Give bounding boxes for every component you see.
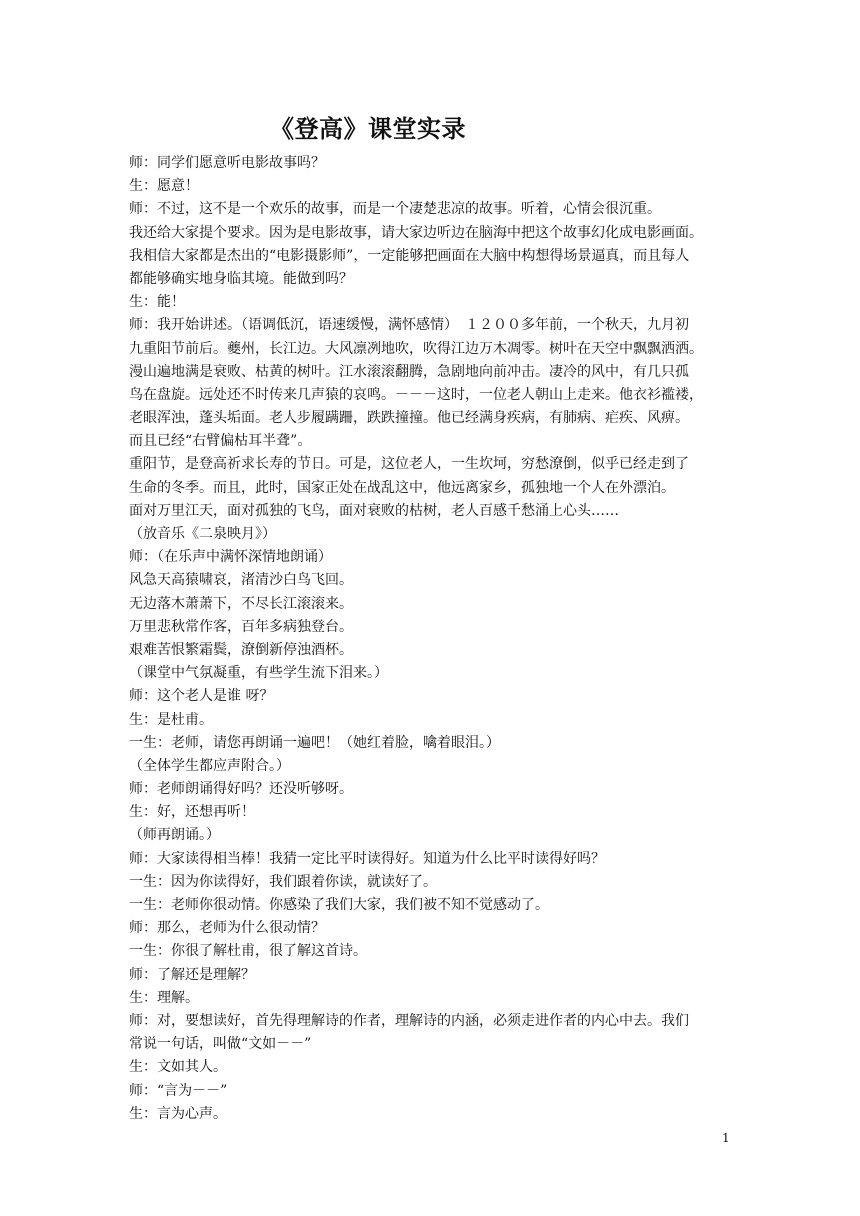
text-line: 师：“言为－－”	[129, 1082, 228, 1099]
text-line: 师：（在乐声中满怀深情地朗诵）	[129, 549, 332, 566]
text-line: 生：愿意！	[129, 178, 199, 195]
text-line: 师：对，要想读好，首先得理解诗的作者，理解诗的内涵，必须走进作者的内心中去。我们	[129, 1012, 689, 1029]
text-line: 一生：老师，请您再朗诵一遍吧！（她红着脸，噙着眼泪。）	[129, 734, 500, 751]
text-line: 生：理解。	[129, 989, 199, 1006]
document-body	[129, 152, 733, 1126]
text-line: 生：是杜甫。	[129, 711, 213, 728]
text-line: 生：言为心声。	[129, 1105, 227, 1122]
text-line: 一生：你很了解杜甫，很了解这首诗。	[129, 943, 367, 960]
text-line: 面对万里江天，面对孤独的飞鸟，面对衰败的枯树，老人百感千愁涌上心头……	[129, 502, 619, 519]
text-line: 无边落木萧萧下，不尽长江滚滚来。	[129, 595, 353, 612]
text-line: （放音乐《二泉映月》）	[129, 526, 276, 542]
document-title: 《登高》课堂实录	[270, 114, 466, 143]
text-line: 都能够确实地身临其境。能做到吗？	[129, 270, 353, 287]
text-line: 生命的冬季。而且，此时，国家正处在战乱这中，他远离家乡，孤独地一个人在外漂泊。	[129, 479, 675, 496]
text-line: 师：老师朗诵得好吗？还没听够呀。	[129, 781, 353, 798]
text-line: 一生：老师你很动情。你感染了我们大家，我们被不知不觉感动了。	[129, 897, 549, 913]
text-line: 而且已经“右臂偏枯耳半聋”。	[129, 433, 312, 450]
text-line: 一生：因为你读得好，我们跟着你读，就读好了。	[129, 873, 437, 890]
text-line: 老眼浑浊，蓬头垢面。老人步履蹒跚，跌跌撞撞。他已经满身疾病，有肺病、疟疾、风痹。	[129, 410, 689, 427]
text-line: （师再朗诵。）	[129, 827, 220, 844]
text-line: 漫山遍地满是衰败、枯黄的树叶。江水滚滚翻腾，急剧地向前冲击。凄冷的风中，有几只孤	[129, 363, 689, 380]
text-line: 师：大家读得相当棒！我猜一定比平时读得好。知道为什么比平时读得好吗？	[129, 850, 605, 867]
text-line: 师：同学们愿意听电影故事吗？	[129, 155, 325, 171]
text-line: 艰难苦恨繁霜鬓，潦倒新停浊酒杯。	[129, 641, 353, 658]
text-line: 师：那么，老师为什么很动情？	[129, 920, 325, 937]
text-line: 生：能！	[129, 294, 185, 311]
text-line: 万里悲秋常作客，百年多病独登台。	[129, 618, 353, 635]
text-line: 常说一句话，叫做“文如－－”	[129, 1036, 312, 1053]
text-line: 风急天高猿啸哀，渚清沙白鸟飞回。	[129, 572, 353, 589]
text-line: 鸟在盘旋。远处还不时传来几声猿的哀鸣。－－－这时，一位老人朝山上走来。他衣衫褴褛，	[129, 386, 703, 403]
text-line: 生：文如其人。	[129, 1059, 227, 1076]
text-line: 我还给大家提个要求。因为是电影故事，请大家边听边在脑海中把这个故事幻化成电影画面。	[129, 224, 703, 241]
page-number: 1	[722, 1131, 730, 1145]
text-line: （课堂中气氛凝重，有些学生流下泪来。）	[129, 665, 388, 682]
text-line: 重阳节，是登高祈求长寿的节日。可是，这位老人，一生坎坷，穷愁潦倒，似乎已经走到了	[129, 456, 689, 473]
text-line: 师：这个老人是谁 呀？	[129, 688, 274, 705]
text-line: 生：好，还想再听！	[129, 804, 255, 821]
text-line: 师：了解还是理解？	[129, 966, 255, 983]
text-line: 师：我开始讲述。（语调低沉，语速缓慢，满怀感情） １２００多年前，一个秋天，九月初	[129, 317, 689, 334]
text-line: 我相信大家都是杰出的“电影摄影师”，一定能够把画面在大脑中构想得场景逼真，而且每人	[129, 247, 690, 264]
text-line: 师：不过，这不是一个欢乐的故事，而是一个凄楚悲凉的故事。听着，心情会很沉重。	[129, 201, 661, 218]
text-line: （全体学生都应声附合。）	[129, 757, 290, 774]
text-line: 九重阳节前后。夔州，长江边。大风凛冽地吹，吹得江边万木凋零。树叶在天空中飘飘洒洒。	[129, 340, 703, 357]
